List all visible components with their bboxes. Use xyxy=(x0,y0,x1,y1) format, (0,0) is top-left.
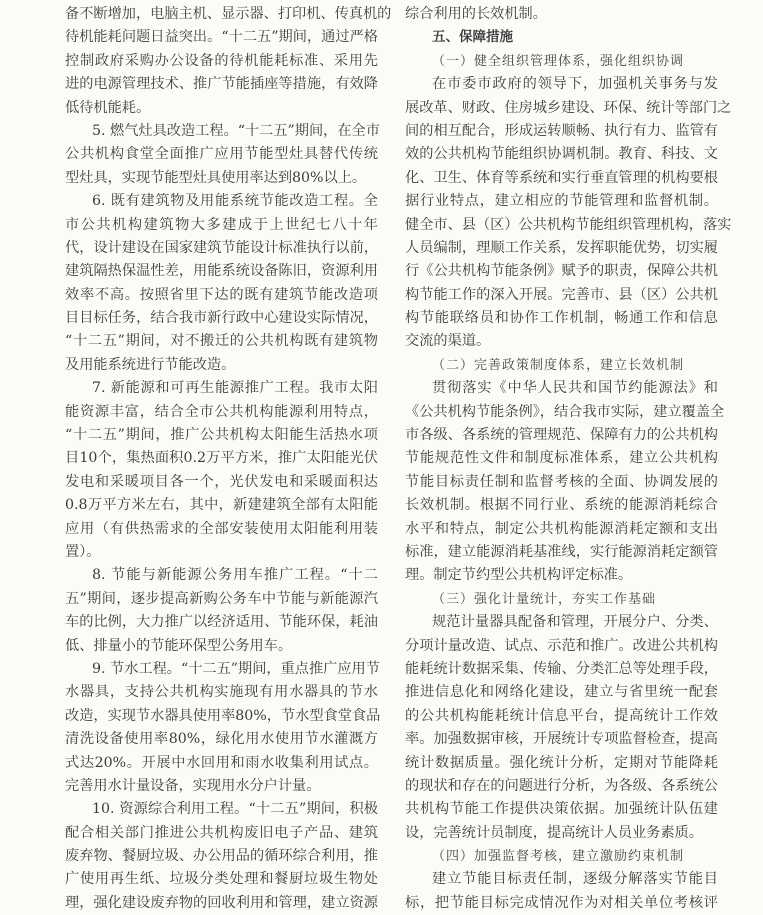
text-line: 广使用再生纸、垃圾分类处理和餐厨垃圾生物处 xyxy=(65,871,378,888)
text-line: 效的公共机构节能组织协调机制。教育、科技、文 xyxy=(405,146,718,163)
paragraph xyxy=(65,564,378,658)
text-line: 化、卫生、体育等系统和实行垂直管理的机构要根 xyxy=(405,169,718,186)
paragraph xyxy=(65,658,381,798)
text-line: 交流的渠道。 xyxy=(405,333,491,350)
text-line: 综合利用的长效机制。 xyxy=(405,6,547,22)
paragraph xyxy=(65,798,378,915)
subsection-heading xyxy=(405,588,718,611)
text-line: 水平和特点，制定公共机构能源消耗定额和支出 xyxy=(405,520,718,537)
text-line: 行《公共机构节能条例》赋予的职责，保障公共机 xyxy=(405,263,718,280)
left-column xyxy=(65,3,392,915)
text-line: 构节能联络员和协作工作机制，畅通工作和信息 xyxy=(405,310,718,327)
paragraph xyxy=(65,3,392,120)
text-line: 标，把节能目标完成情况作为对相关单位考核评 xyxy=(405,894,718,911)
text-line: 市公共机构建筑物大多建成于上世纪七八十年 xyxy=(65,216,378,233)
text-line: 能资源丰富，结合全市公共机构能源利用特点， xyxy=(65,403,378,420)
text-line: 人员编制，理顺工作关系，发挥职能优势，切实履 xyxy=(405,239,718,256)
text-line: 规范计量器具配备和管理，开展分户、分类、 xyxy=(432,614,718,631)
text-line: 水器具，支持公共机构实施现有用水器具的节水 xyxy=(65,684,378,701)
text-line: 统计数据质量。强化统计分析，定期对节能降耗 xyxy=(405,754,718,771)
text-line: 控制政府采购办公设备的待机能耗标准、采用先 xyxy=(65,52,378,69)
text-line: 置）。 xyxy=(65,543,101,560)
text-line: （四）加强监督考核，建立激励约束机制 xyxy=(432,849,685,865)
text-line: 改造，实现节水器具使用率80%，节水型食堂食品 xyxy=(65,707,381,724)
text-line: 构节能工作的深入开展。完善市、县（区）公共机 xyxy=(405,286,718,303)
text-line: 式达20%。开展中水回用和雨水收集利用试点。 xyxy=(65,754,378,771)
text-line: 完善用水计量设备，实现用水分户计量。 xyxy=(65,777,321,794)
text-line: 公共机构食堂全面推广应用节能型灶具替代传统 xyxy=(65,146,378,163)
text-line: 长效机制。根据不同行业、系统的能源消耗综合 xyxy=(405,497,718,514)
right-column xyxy=(405,3,732,915)
text-line: 及用能系统进行节能改造。 xyxy=(65,356,236,373)
subsection-heading xyxy=(405,354,718,377)
paragraph xyxy=(405,377,725,588)
paragraph xyxy=(65,190,378,377)
text-line: 建立节能目标责任制，逐级分解落实节能目 xyxy=(432,871,718,888)
text-line: 低、排量小的节能环保型公务用车。 xyxy=(65,637,293,654)
text-line: 健全市、县（区）公共机构节能组织管理机构，落实 xyxy=(405,216,732,233)
section-heading xyxy=(405,26,718,49)
text-line: 0.8万平方米左右，其中，新建建筑全部有太阳能 xyxy=(65,497,378,514)
text-line: （一）健全组织管理体系，强化组织协调 xyxy=(432,53,685,69)
text-line: 五”期间，逐步提高新购公务车中节能与新能源汽 xyxy=(65,590,378,607)
text-line: 9. 节水工程。“十二五”期间，重点推广应用节 xyxy=(92,660,380,677)
text-line: 的公共机构能耗统计信息平台，提高统计工作效 xyxy=(405,707,718,724)
text-line: 的现状和存在的问题进行分析，为各级、各系统公 xyxy=(405,777,718,794)
text-line: 应用（有供热需求的全部安装使用太阳能利用装 xyxy=(65,520,378,537)
paragraph xyxy=(65,377,378,564)
text-line: 率。加强数据审核，开展统计专项监督检查，提高 xyxy=(405,731,718,748)
paragraph xyxy=(405,3,718,26)
text-line: 7. 新能源和可再生能源推广工程。我市太阳 xyxy=(92,380,378,397)
text-line: 标准，建立能源消耗基准线，实行能源消耗定额管 xyxy=(405,543,718,560)
text-line: 备不断增加，电脑主机、显示器、打印机、传真机的 xyxy=(65,6,392,22)
text-line: （二）完善政策制度体系，建立长效机制 xyxy=(432,357,685,373)
text-line: 8. 节能与新能源公务用车推广工程。“十二 xyxy=(92,567,378,584)
paragraph xyxy=(405,73,732,354)
text-line: 推进信息化和网络化建设，建立与省里统一配套 xyxy=(405,684,718,701)
text-line: 在市委市政府的领导下，加强机关事务与发 xyxy=(432,76,718,93)
text-line: 发电和采暖项目各一个，光伏发电和采暖面积达 xyxy=(65,473,378,490)
text-line: 五、保障措施 xyxy=(432,29,513,46)
paragraph xyxy=(405,611,718,845)
text-line: 据行业特点，建立相应的节能管理和监督机制。 xyxy=(405,193,718,210)
text-line: 废弃物、餐厨垃圾、办公用品的循环综合利用，推 xyxy=(65,848,378,865)
text-line: 进的电源管理技术、推广节能插座等措施，有效降 xyxy=(65,76,378,93)
text-line: 理。制定节约型公共机构评定标准。 xyxy=(405,567,633,584)
paragraph xyxy=(65,120,378,190)
text-line: （三）强化计量统计，夯实工作基础 xyxy=(432,591,657,607)
text-line: “十二五”期间，推广公共机构太阳能生活热水项 xyxy=(65,427,378,444)
text-line: 能耗统计数据采集、传输、分类汇总等处理手段， xyxy=(405,660,718,677)
text-line: 车的比例，大力推广以经济适用、节能环保，耗油 xyxy=(65,614,378,631)
text-line: 型灶具，实现节能型灶具使用率达到80%以上。 xyxy=(65,169,367,186)
text-line: 理，强化建设废弃物的回收利用和管理，建立资源 xyxy=(65,894,378,911)
text-line: 清洗设备使用率80%，绿化用水使用节水灌溉方 xyxy=(65,731,378,748)
text-line: 待机能耗问题日益突出。“十二五”期间，通过严格 xyxy=(65,29,378,46)
subsection-heading xyxy=(405,50,718,73)
text-line: 《公共机构节能条例》，结合我市实际，建立覆盖全 xyxy=(405,403,725,420)
text-line: 节能目标责任制和监督考核的全面、协调发展的 xyxy=(405,473,718,490)
text-line: 贯彻落实《中华人民共和国节约能源法》和 xyxy=(432,380,718,397)
text-line: 市各级、各系统的管理规范、保障有力的公共机构 xyxy=(405,427,718,444)
text-line: 间的相互配合，形成运转顺畅、执行有力、监管有 xyxy=(405,122,718,139)
text-line: 展改革、财政、住房城乡建设、环保、统计等部门之 xyxy=(405,99,732,116)
text-line: 5. 燃气灶具改造工程。“十二五”期间，在全市 xyxy=(92,122,380,139)
text-line: 10. 资源综合利用工程。“十二五”期间，积极 xyxy=(92,801,378,818)
text-line: 共机构节能工作提供决策依据。加强统计队伍建 xyxy=(405,801,718,818)
text-line: 目10个，集热面积0.2万平方米，推广太阳能光伏 xyxy=(65,450,378,467)
text-line: 低待机能耗。 xyxy=(65,99,151,116)
subsection-heading xyxy=(405,845,718,868)
text-line: “十二五”期间，对不搬迁的公共机构既有建筑物 xyxy=(65,333,378,350)
text-line: 6. 既有建筑物及用能系统节能改造工程。全 xyxy=(92,193,378,210)
text-line: 建筑隔热保温性差，用能系统设备陈旧，资源利用 xyxy=(65,263,378,280)
text-line: 配合相关部门推进公共机构废旧电子产品、建筑 xyxy=(65,824,378,841)
text-line: 分项计量改造、试点、示范和推广。改进公共机构 xyxy=(405,637,718,654)
text-line: 目目标任务，结合我市新行政中心建设实际情况， xyxy=(65,310,378,327)
text-line: 代，设计建设在国家建筑节能设计标准执行以前， xyxy=(65,239,378,256)
paragraph xyxy=(405,868,718,915)
text-line: 节能规范性文件和制度标准体系，建立公共机构 xyxy=(405,450,718,467)
text-line: 设，完善统计员制度，提高统计人员业务素质。 xyxy=(405,824,703,841)
text-line: 效率不高。按照省里下达的既有建筑节能改造项 xyxy=(65,286,378,303)
